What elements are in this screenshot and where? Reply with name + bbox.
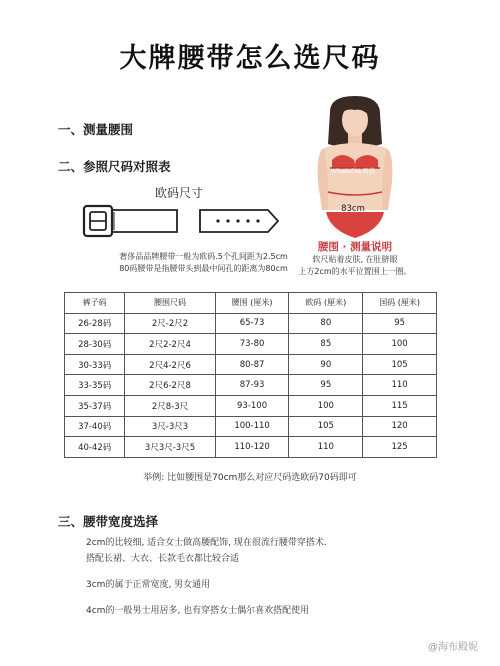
header-pants-size: 裤子码: [65, 293, 125, 314]
width-3cm-text: 3cm的属于正常宽度, 男女通用: [86, 580, 211, 590]
page-title: 大牌腰带怎么选尺码: [119, 43, 381, 74]
header-waist-cm: 腰围 (厘米): [215, 293, 289, 314]
width-2cm-line1: 2cm的比较细, 适合女士做高腰配饰, 现在很流行腰带穿搭术.: [86, 538, 327, 548]
section-heading-belt-width: 三、腰带宽度选择: [58, 514, 159, 529]
header-cn-size: 国码 (厘米): [363, 293, 437, 314]
table-cell: 110-120: [215, 437, 289, 458]
belt-note-line2: 80码腰带是指腰带头到最中间孔的距离为80cm: [119, 264, 288, 273]
table-cell: 110: [289, 437, 363, 458]
table-row: [65, 416, 437, 437]
table-cell: 80-87: [215, 354, 289, 375]
table-cell: 95: [363, 313, 437, 334]
table-cell: 120: [363, 416, 437, 437]
table-cell: 115: [363, 395, 437, 416]
table-cell: 35-37码: [65, 395, 125, 416]
figure-watermark-text: WhaleFAL奢侈: [330, 167, 376, 175]
table-cell: 30-33码: [65, 354, 125, 375]
table-row: [65, 375, 437, 396]
table-cell: 110: [363, 375, 437, 396]
table-cell: 3尺-3尺3: [125, 416, 215, 437]
table-cell: 85: [289, 334, 363, 355]
table-row: [65, 313, 437, 334]
table-cell: 33-35码: [65, 375, 125, 396]
table-cell: 80: [289, 313, 363, 334]
table-cell: 95: [289, 375, 363, 396]
table-cell: 100-110: [215, 416, 289, 437]
table-row: [65, 354, 437, 375]
width-2cm-line2: 搭配长裙、大衣、长款毛衣都比较合适: [86, 554, 240, 564]
measure-instruction-title: 腰围 · 测量说明: [317, 241, 393, 253]
table-header-row: [65, 293, 437, 314]
table-cell: 3尺3尺-3尺5: [125, 437, 215, 458]
table-cell: 2尺6-2尺8: [125, 375, 215, 396]
table-cell: 28-30码: [65, 334, 125, 355]
belt-size-title: 欧码尺寸: [155, 186, 204, 200]
width-4cm-text: 4cm的一般男士用居多, 也有穿搭女士偶尔喜欢搭配使用: [86, 606, 310, 616]
table-cell: 40-42码: [65, 437, 125, 458]
table-cell: 73-80: [215, 334, 289, 355]
table-cell: 105: [363, 354, 437, 375]
table-cell: 2尺-2尺2: [125, 313, 215, 334]
size-chart-table: [64, 292, 437, 458]
table-cell: 2尺2-2尺4: [125, 334, 215, 355]
section-heading-measure: 一、测量腰围: [58, 122, 134, 137]
table-cell: 26-28码: [65, 313, 125, 334]
table-cell: 100: [289, 395, 363, 416]
size-example-text: 举例: 比如腰围是70cm那么对应尺码选欧码70码即可: [143, 473, 357, 483]
table-cell: 37-40码: [65, 416, 125, 437]
table-cell: 2尺4-2尺6: [125, 354, 215, 375]
belt-note-line1: 奢侈品品牌腰带一般为欧码.5个孔间距为2.5cm: [119, 252, 288, 261]
waist-measurement-label: 83cm: [341, 204, 365, 214]
table-cell: 90: [289, 354, 363, 375]
table-row: [65, 395, 437, 416]
table-cell: 125: [363, 437, 437, 458]
table-row: [65, 437, 437, 458]
header-waist-size: 腰围尺码: [125, 293, 215, 314]
table-cell: 65-73: [215, 313, 289, 334]
footer-watermark: @海布殿妮: [428, 642, 478, 653]
table-cell: 93-100: [215, 395, 289, 416]
measure-instruction-line1: 软尺贴着皮肤, 在肚脐眼: [312, 255, 398, 264]
table-cell: 87-93: [215, 375, 289, 396]
belt-illustration: [82, 198, 282, 248]
table-row: [65, 334, 437, 355]
table-cell: 2尺8-3尺: [125, 395, 215, 416]
header-eu-size: 欧码 (厘米): [289, 293, 363, 314]
measure-instruction-line2: 上方2cm的水平位置围上一圈。: [298, 267, 412, 276]
section-heading-size-chart: 二、参照尺码对照表: [58, 159, 171, 174]
table-cell: 100: [363, 334, 437, 355]
table-cell: 105: [289, 416, 363, 437]
